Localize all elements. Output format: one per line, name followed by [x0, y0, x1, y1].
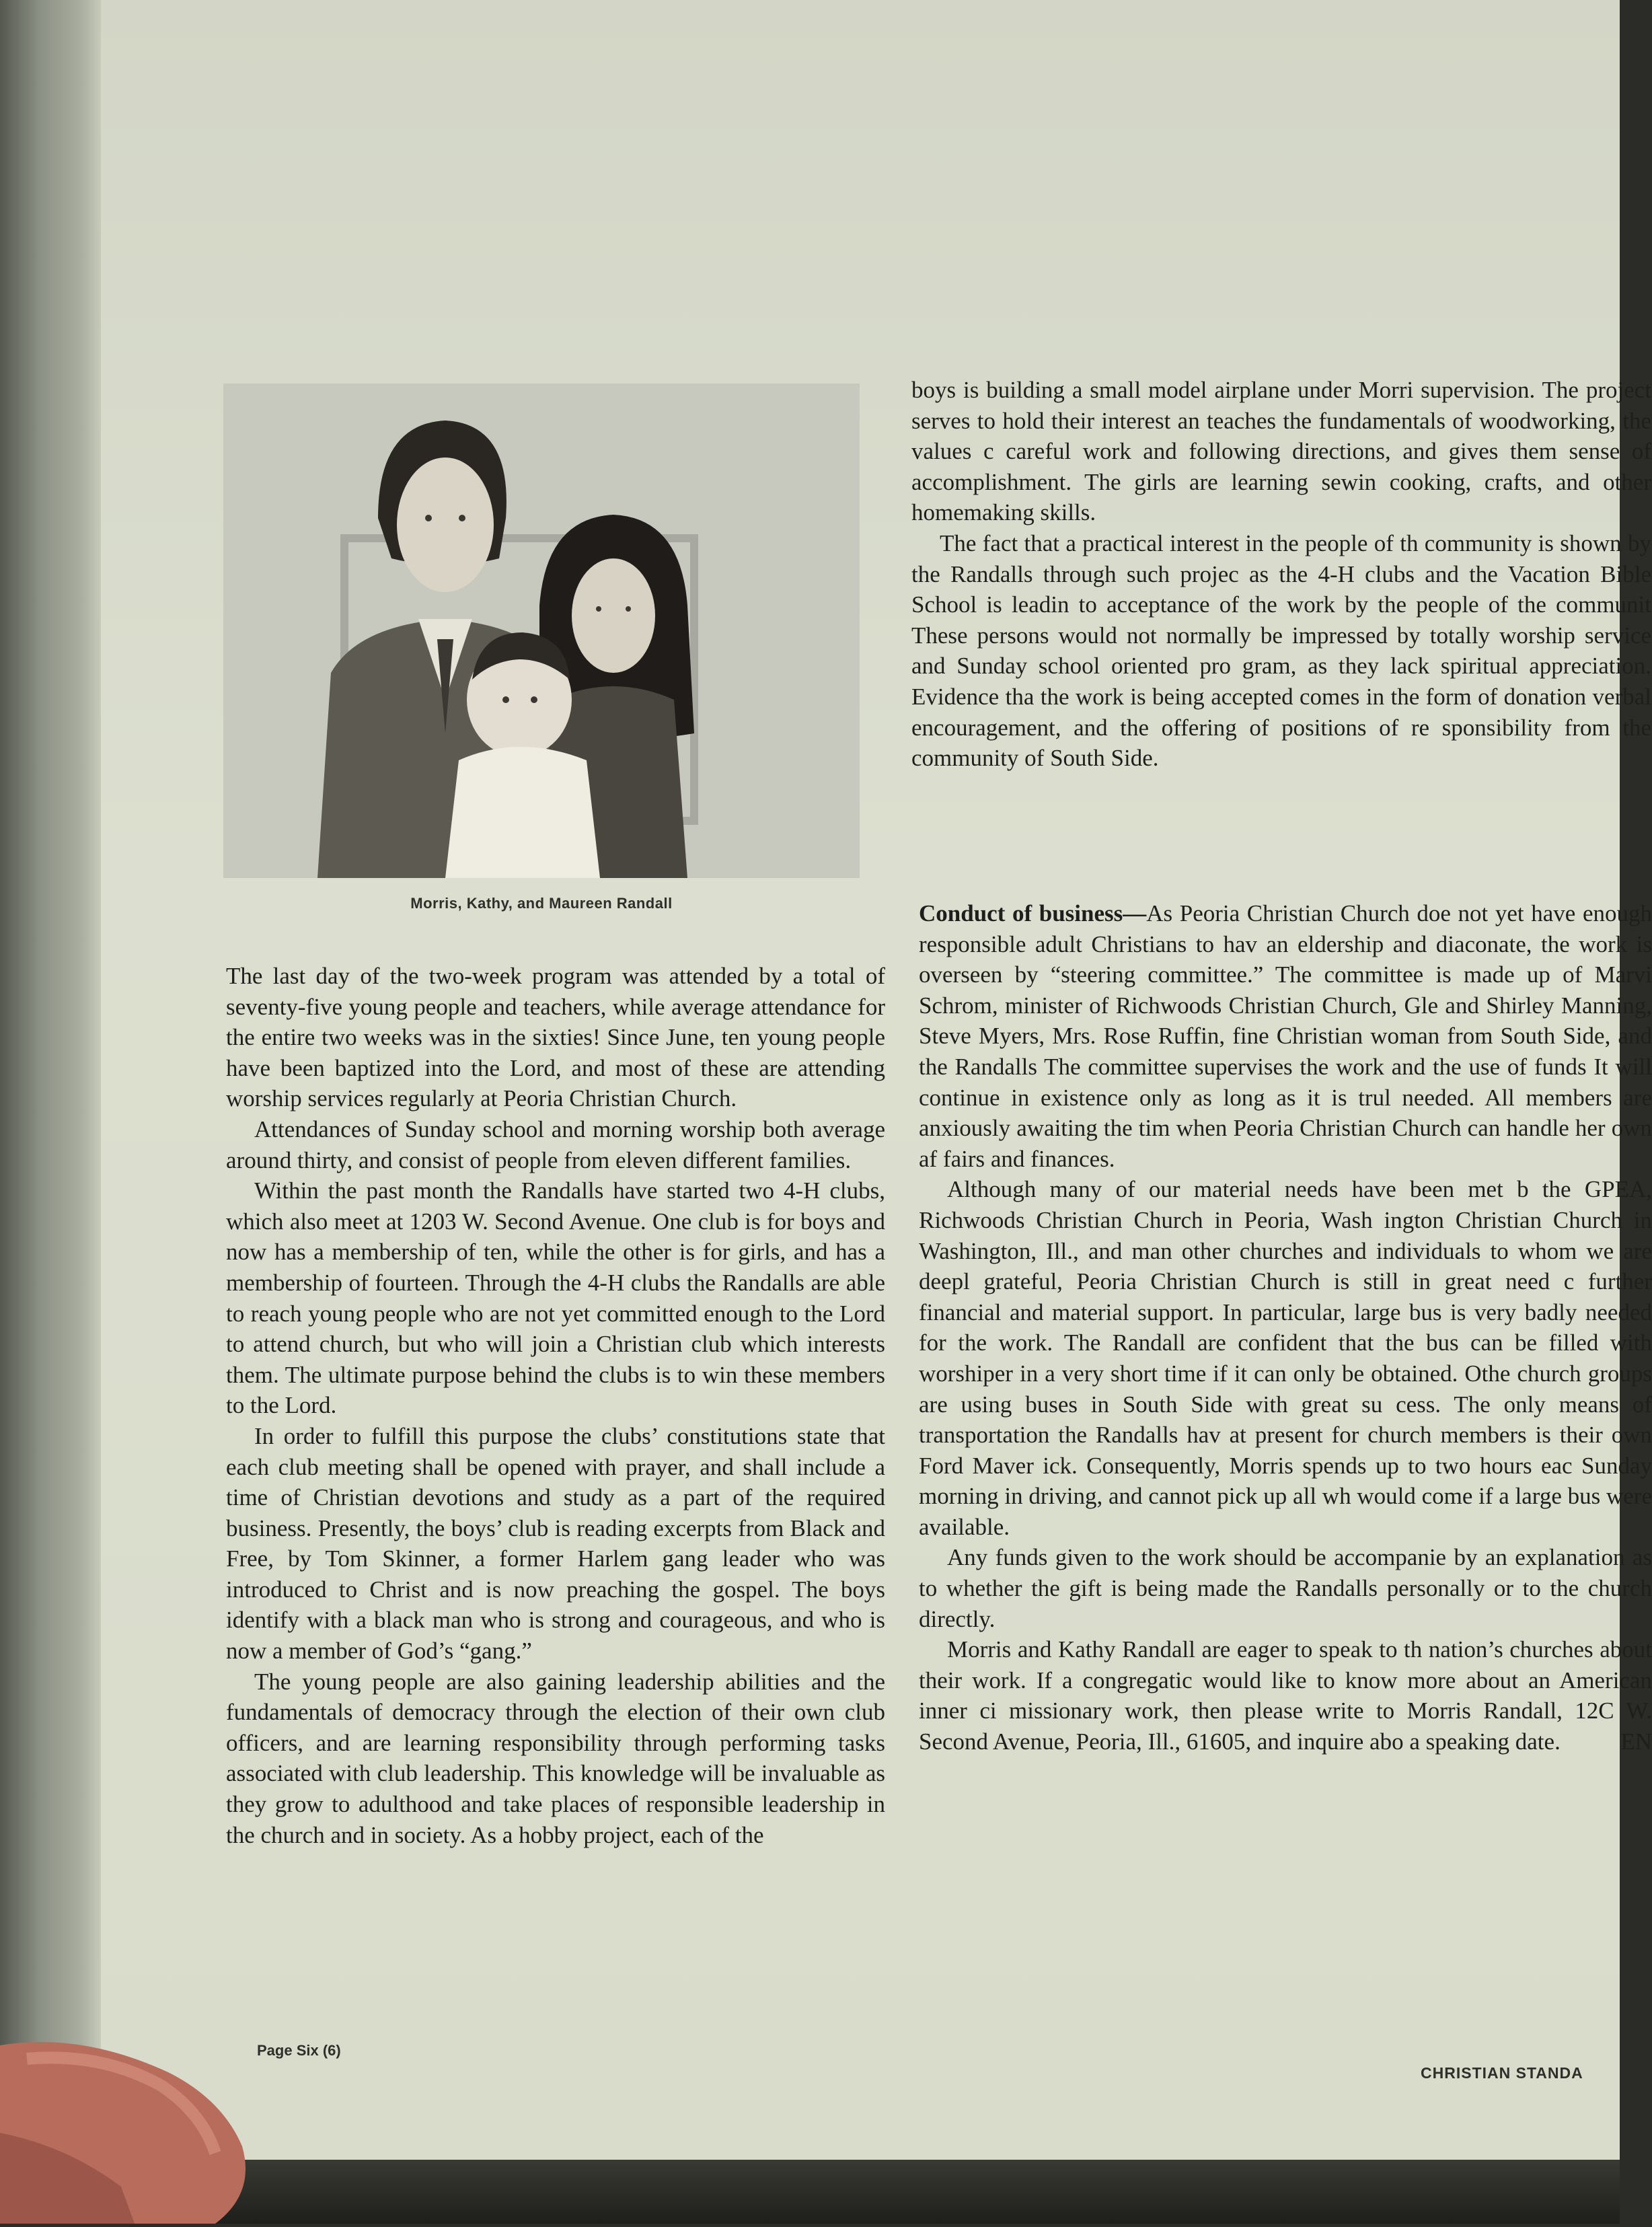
running-head: CHRISTIAN STANDA — [1421, 2064, 1583, 2082]
end-mark: EN — [1620, 1728, 1652, 1755]
facing-page-edge — [0, 0, 101, 2224]
paragraph: The last day of the two-week program was attended by a total of seventy-five young people and teachers, while average attendance for the entire two weeks was in the sixties! Since June, ten young people have been baptized into the Lord, and most of these are attending worship services regularly at Peoria Christian Church. — [226, 963, 885, 1112]
right-text-column-top — [911, 375, 1651, 774]
paragraph: Although many of our material needs have been met b the GPEA, Richwoods Christian Church in Peoria, Wash ington Christian Church in Washington, Ill., and man other churches and individuals to whom we are deepl grateful, Peoria Christian Church is still in great need c further financial and material support. In particular, large bus is very badly needed for the work. The Randall are confident that the bus can be filled with worshiper in a very short time if it can only be obtained. Othe church groups are using buses in South Side with great su cess. The only means of transportation the Randalls hav at present for church members is their own Ford Maver ick. Consequently, Morris spends up to two hours eac Sunday morning in driving, and cannot pick up all wh would come if a large bus were available. — [919, 1176, 1652, 1540]
paragraph — [919, 898, 1652, 1174]
paragraph: Attendances of Sunday school and morning worship both average around thirty, and consist of people from eleven different families. — [226, 1116, 885, 1173]
right-text-column-bottom — [919, 898, 1652, 1757]
paragraph — [919, 1634, 1652, 1757]
family-photo — [223, 384, 860, 878]
left-text-column — [226, 961, 885, 1850]
page-number: Page Six (6) — [257, 2042, 341, 2059]
show-through-heading — [1143, 81, 1628, 296]
paragraph: The fact that a practical interest in the people of th community is shown by the Randalls through such projec as the 4-H clubs and the Vacation Bible School is leadin to acceptance of the work by the people of the communit These persons would not normally be impressed by totally worship service and Sunday school oriented pro gram, as they lack spiritual appreciation. Evidence tha the work is being accepted comes in the form of donation verbal encouragement, and the offering of positions of re sponsibility from the community of South Side. — [911, 530, 1651, 772]
paragraph: Any funds given to the work should be accompanie by an explanation as to whether the gift is being made the Randalls personally or to the church directly. — [919, 1544, 1652, 1632]
photo-caption: Morris, Kathy, and Maureen Randall — [410, 895, 673, 912]
baby-dress — [445, 747, 600, 878]
man-face — [397, 458, 494, 592]
paragraph: The young people are also gaining leadership abilities and the fundamentals of democracy through the election of their own club officers, and are learning responsibility through performing tasks associated with club leadership. This knowledge will be invaluable as they grow to adulthood and take places of responsible leadership in the church and in society. As a hobby project, each of the — [226, 1668, 885, 1848]
thumb-illustration — [0, 2032, 269, 2224]
paragraph: boys is building a small model airplane under Morri supervision. The project serves to hold their interest an teaches the fundamentals of woodworking, the values c careful work and following directions, and gives them sense of accomplishment. The girls are learning sewin cooking, crafts, and other homemaking skills. — [911, 377, 1651, 526]
family-photo-illustration — [223, 384, 860, 878]
paragraph-text: Morris and Kathy Randall are eager to speak to th nation’s churches about their work. If a congregatic would like to know more about an American inner ci missionary work, then please write to Morris Randall, 12C W. Second Avenue, Peoria, Ill., 61605, and inquire abo a speaking date. — [919, 1636, 1652, 1755]
section-heading: Conduct of business— — [919, 900, 1147, 926]
paragraph: Within the past month the Randalls have started two 4-H clubs, which also meet at 1203 W. Second Avenue. One club is for boys and now has a membership of ten, while the other is for girls, and has a membership of fourteen. Through the 4-H clubs the Randalls are able to reach young people who are not yet committed enough to the Lord to attend church, but who will join a Christian club which interests them. The ultimate purpose behind the clubs is to win these members to the Lord. — [226, 1177, 885, 1419]
paragraph: In order to fulfill this purpose the clubs’ constitutions state that each club meeting shall be opened with prayer, and shall include a time of Christian devotions and study as a part of the required business. Presently, the boys’ club is reading excerpts from Black and Free, by Tom Skinner, a former Harlem gang leader who was introduced to Christ and is now preaching the gospel. The boys identify with a black man who is strong and courageous, and who is now a member of God’s “gang.” — [226, 1422, 885, 1665]
thumb-holding-page — [0, 2032, 269, 2224]
paragraph-text: As Peoria Christian Church doe not yet have enough responsible adult Christians to hav an eldership and diaconate, the work is overseen by “steering committee.” The committee is made up of Marvi Schrom, minister of Richwoods Christian Church, Gle and Shirley Manning, Steve Myers, Mrs. Rose Ruffin, fine Christian woman from South Side, and the Randalls The committee supervises the work and the use of funds It will continue in existence only as long as it is trul needed. All members are anxiously awaiting the tim when Peoria Christian Church can handle her own af fairs and finances. — [919, 900, 1652, 1172]
woman-face — [572, 558, 655, 673]
